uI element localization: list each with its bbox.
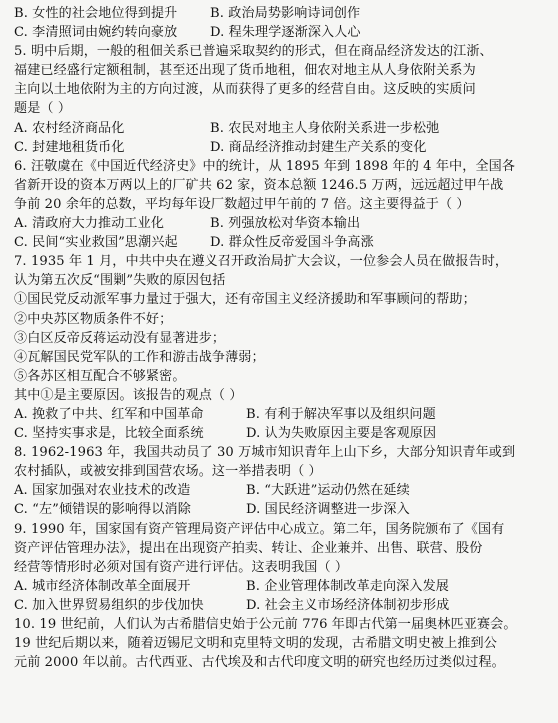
q10-stem-line: 19 世纪后期以来，随着迈锡尼文明和克里特文明的发现，古希腊文明史被上推到公 <box>14 636 497 652</box>
q5-stem-line: 5. 明中后期，一般的租佃关系已普遍采取契约的形式，但在商品经济发达的江浙、 <box>14 44 493 60</box>
q8-stem-line: 农村插队，或被安排到国营农场。这一举措表明（ ） <box>14 464 322 480</box>
q6-option-c: C. 民间“实业救国”思潮兴起 <box>14 235 178 251</box>
q9-stem-line: 资产评估管理办法》，提出在出现资产拍卖、转让、企业兼并、出售、联营、股份 <box>14 540 483 556</box>
q7-item: ③白区反帝反蒋运动没有显著进步； <box>14 330 226 346</box>
q5-stem-line: 福建已经盛行定额租制，甚至还出现了货币地租，佃农对地主从人身依附关系为 <box>14 63 476 79</box>
q4-option-row-1 <box>14 4 550 23</box>
q6-option-row <box>14 214 550 233</box>
q5-stem-line: 主向以土地依附为主的方向过渡，从而获得了更多的经营自由。这反映的实质问 <box>14 82 476 98</box>
q4-option-c-left: C. 李清照词由婉约转向豪放 <box>14 25 178 41</box>
q9-stem-line: 9. 1990 年，国家国有资产管理局资产评估中心成立。第二年，国务院颁布了《国有 <box>14 521 505 537</box>
q5-option-b: B. 农民对地主人身依附关系进一步松弛 <box>210 120 440 136</box>
q6-option-d: D. 群众性反帝爱国斗争高涨 <box>210 235 374 251</box>
q8-option-d: D. 国民经济调整进一步深入 <box>246 502 410 518</box>
q7-item: ④瓦解国民党军队的工作和游击战争薄弱； <box>14 349 265 365</box>
question-9 <box>14 520 550 615</box>
q5-option-a: A. 农村经济商品化 <box>14 120 125 136</box>
q9-option-a: A. 城市经济体制改革全面展开 <box>14 578 191 594</box>
q9-option-c: C. 加入世界贸易组织的步伐加快 <box>14 597 204 613</box>
question-7 <box>14 252 550 443</box>
q7-item: ②中央苏区物质条件不好； <box>14 311 173 327</box>
q8-option-a: A. 国家加强对农业技术的改造 <box>14 483 191 499</box>
q7-question: 其中①是主要原因。该报告的观点（ ） <box>14 387 243 403</box>
q7-option-row <box>14 424 550 443</box>
q6-stem-line: 争前 20 余年的总数，平均每年设厂数超过甲午前的 7 倍。这主要得益于（ ） <box>14 196 470 212</box>
q8-option-b: B. “大跃进”运动仍然在延续 <box>246 483 410 499</box>
q6-option-row <box>14 233 550 252</box>
q7-item: ①国民党反动派军事力量过于强大，还有帝国主义经济援助和军事顾问的帮助； <box>14 292 476 308</box>
q7-stem-line: 7. 1935 年 1 月，中共中央在遵义召开政治局扩大会议，一位参会人员在做报告时， <box>14 254 509 270</box>
q9-option-row <box>14 596 550 615</box>
q6-option-a: A. 清政府大力推动工业化 <box>14 216 165 232</box>
q9-option-b: B. 企业管理体制改革走向深入发展 <box>246 578 449 594</box>
q7-option-a: A. 挽救了中共、红军和中国革命 <box>14 406 204 422</box>
q5-option-row <box>14 138 550 157</box>
q5-option-d: D. 商品经济推动封建生产关系的变化 <box>210 139 427 155</box>
q5-stem-line: 题是（ ） <box>14 101 72 117</box>
q8-option-c: C. “左”倾错误的影响得以消除 <box>14 502 191 518</box>
question-5 <box>14 42 550 157</box>
q4-option-b-left: B. 女性的社会地位得到提升 <box>14 6 178 21</box>
q7-item: ⑤各苏区相互配合不够紧密。 <box>14 368 186 384</box>
question-6 <box>14 157 550 252</box>
q9-option-d: D. 社会主义市场经济体制初步形成 <box>246 597 450 613</box>
q7-option-d: D. 认为失败原因主要是客观原因 <box>246 426 437 442</box>
q8-option-row <box>14 481 550 500</box>
q8-option-row <box>14 500 550 519</box>
q7-option-c: C. 坚持实事求是，比较全面系统 <box>14 426 204 442</box>
q5-option-c: C. 封建地租货币化 <box>14 139 125 155</box>
q7-option-b: B. 有利于解决军事以及组织问题 <box>246 406 436 422</box>
question-8 <box>14 443 550 519</box>
q4-option-d-right: D. 程朱理学逐渐深入人心 <box>210 25 361 41</box>
q9-option-row <box>14 577 550 596</box>
q9-stem-line: 经营等情形时必须对国有资产进行评估。这表明我国（ ） <box>14 559 349 575</box>
q4-option-b-right: B. 政治局势影响诗词创作 <box>210 6 361 21</box>
q6-option-b: B. 列强放松对华资本输出 <box>210 216 361 232</box>
question-10 <box>14 615 550 672</box>
q6-stem-line: 省新开设的资本万两以上的厂矿共 62 家，资本总额 1246.5 万两，远远超过甲午战 <box>14 177 504 193</box>
q6-stem-line: 6. 汪敬虞在《中国近代经济史》中的统计，从 1895 年到 1898 年的 4 年中，全国各 <box>14 158 516 174</box>
q10-stem-line: 10. 19 世纪前，人们认为古希腊信史始于公元前 776 年即古代第一届奥林匹亚赛会。 <box>14 617 517 632</box>
q5-option-row <box>14 119 550 138</box>
q7-stem-line: 认为第五次反“围剿”失败的原因包括 <box>14 273 226 289</box>
q8-stem-line: 8. 1962-1963 年，我国共动员了 30 万城市知识青年上山下乡，大部分知识青年或到 <box>14 445 516 461</box>
q7-option-row <box>14 405 550 424</box>
q4-option-row-2 <box>14 23 550 42</box>
q10-stem-line: 元前 2000 年以前。古代西亚、古代埃及和古代印度文明的研究也经历过类似过程。 <box>14 655 505 671</box>
